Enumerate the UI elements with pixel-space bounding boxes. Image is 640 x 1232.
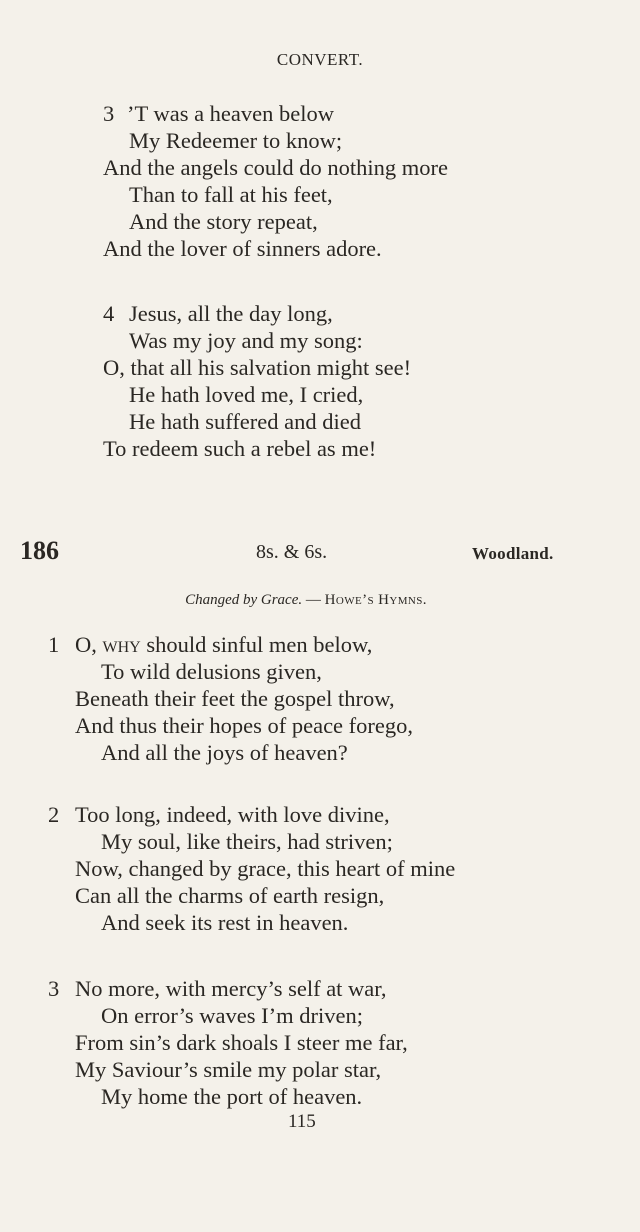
verse-line: O, that all his salvation might see! [103,355,412,380]
verse-line: My Redeemer to know; [129,128,343,153]
verse-line: From sin’s dark shoals I steer me far, [75,1030,408,1055]
verse-line: Now, changed by grace, this heart of mine [75,856,456,881]
stanza-number: 1 [48,632,60,657]
verse-line: Jesus, all the day long, [129,301,333,326]
verse-line: My home the port of heaven. [101,1084,363,1109]
hymn-source: Howe’s Hymns. [324,592,427,608]
hymn-meter: 8s. & 6s. [256,541,328,563]
verse-line: ’T was a heaven below [127,101,335,126]
verse-word-small-caps: why [102,632,141,657]
verse-line-first [75,631,372,658]
verse-line: My Saviour’s smile my polar star, [75,1057,382,1082]
verse-word: should sinful men below, [140,632,373,657]
verse-line: To wild delusions given, [101,659,322,684]
hymn-title: Changed by Grace. [185,592,303,608]
hymn-number: 186 [20,536,59,565]
verse-line: No more, with mercy’s self at war, [75,976,387,1001]
verse-line: He hath loved me, I cried, [129,382,364,407]
subtitle-separator: — [302,592,325,608]
verse-line: He hath suffered and died [129,409,361,434]
verse-line: And thus their hopes of peace forego, [75,713,414,738]
verse-line: Beneath their feet the gospel throw, [75,686,395,711]
stanza-number: 2 [48,802,60,827]
hymn-subtitle [0,590,612,610]
verse-line: My soul, like theirs, had striven; [101,829,393,854]
verse-line: Than to fall at his feet, [129,182,333,207]
verse-word: O, [75,632,103,657]
verse-line: And all the joys of heaven? [101,740,348,765]
verse-line: On error’s waves I’m driven; [101,1003,364,1028]
stanza-number: 3 [48,976,60,1001]
verse-line: And the angels could do nothing more [103,155,448,180]
verse-line: And seek its rest in heaven. [101,910,349,935]
verse-line: Can all the charms of earth resign, [75,883,385,908]
verse-line: To redeem such a rebel as me! [103,436,377,461]
verse-line: Was my joy and my song: [129,328,363,353]
verse-line: And the lover of sinners adore. [103,236,382,261]
running-header: CONVERT. [276,50,364,69]
verse-line: And the story repeat, [129,209,318,234]
stanza-number: 4 [103,301,115,326]
tune-name: Woodland. [472,544,554,563]
verse-line: Too long, indeed, with love divine, [75,802,390,827]
page-number: 115 [288,1111,316,1132]
stanza-number: 3 [103,101,115,126]
